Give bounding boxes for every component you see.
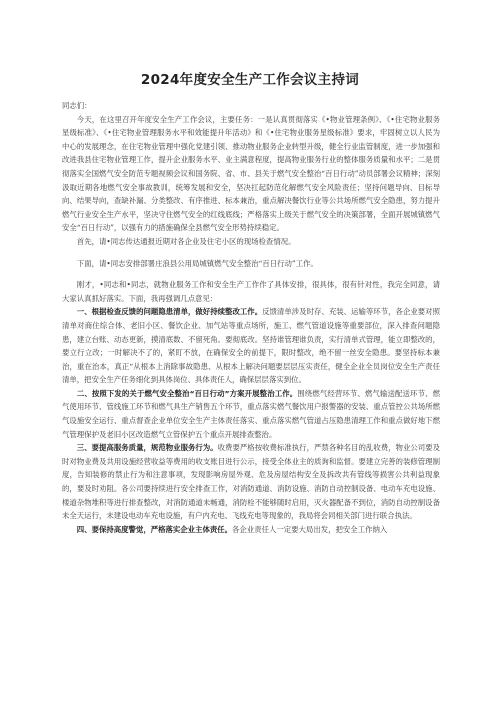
section-1-heading: 一、根据检查反馈的问题隐患清单，做好持续整改工作。 bbox=[76, 307, 263, 317]
paragraph-2: 首先，请•同志传达通报近期对各企业及住宅小区的现场检查情况。 bbox=[76, 236, 296, 246]
section-3 bbox=[62, 441, 440, 523]
greeting: 同志们： bbox=[62, 101, 92, 110]
paragraph-3: 下面，请•同志安排部署庄浪县公用局城镇燃气安全整治“百日行动”工作。 bbox=[76, 258, 318, 268]
section-4-text: 各企业责任人一定要大局出发，把安全工作纳入 bbox=[232, 524, 388, 534]
section-2-heading: 二、按照下发的关于燃气安全整治“百日行动”方案开展整治工作。 bbox=[76, 388, 298, 398]
section-1 bbox=[62, 305, 440, 387]
section-3-text: 收费要严格按收费标准执行，严禁各种名目的乱收费，物业公司要及时对物业费及共用设施经营收益等费用的收支账目进行公示，接受全体业主的质询和监督。要建立完善的装修管理制度，告知装修的禁止行为和注意事项，发现影响房屋外观、危及房屋结构安全及拆改共有管线等损害公共利益现象的，要及时劝阻。各公司要持续进行安全排查工作，对消防通道、消防设施、消防自动控制设备、电动车充电设施、楼道杂物堆积等进行排查整改，对消防通道未畅通，消防栓不能够随时启用，灭火器配备不到位，消防自动控制设备未全天运行，未建设电动车充电设施，有户内充电、飞线充电等现象的，我局将会同相关部门进行联合执法。 bbox=[62, 443, 440, 521]
section-2-text: 围绕燃气经营环节、燃气输送配送环节、燃气使用环节、管线施工环节和燃气具生产销售五个环节，重点落实燃气餐饮用户报警器的安装、重点管控公共场所燃气设施安全运行、重点督查企业单位安全生产主体责任落实、重点落实燃气管道占压隐患清理工作和重点做好地下燃气管理保护及老旧小区改造燃气立管保护五个重点开展排查整治。 bbox=[62, 388, 440, 439]
section-4-heading: 四、要保持高度警觉，严格落实企业主体责任。 bbox=[76, 524, 233, 534]
section-3-heading: 三、要提高服务质量，规范物业服务行为。 bbox=[76, 443, 218, 453]
section-2 bbox=[62, 387, 440, 441]
paragraph-1: 今天，在这里召开年度安全生产工作会议，主要任务：一是认真贯彻落实《•物业管理条例》、《•住宅物业服务星级标准》、《•住宅物业管理服务水平和效能提升年活动》和《•住宅物业服务星级标准》要求，牢固树立以人民为中心的发展理念，在住宅物业管理中强化党建引领、推动物业服务企业转型升级，健全行业监管制度，进一步加强和改进我县住宅物业管理工作，提升企业服务水平、业主满意程度，提高物业服务行业的整体服务质量和水平；二是贯彻落实全国燃气安全防范专题视频会议和国务院、省、市、县关于燃气安全整治“百日行动”动员部署会议精神；深刻汲取近期各地燃气安全事故教训，统筹发展和安全，坚决扛起防范化解燃气安全风险责任；坚持问题导向、目标导向、结果导向，查缺补漏、分类整改、有序推进、标本兼治，重点解决餐饮行业等公共场所燃气安全隐患，努力提升燃气行业安全生产水平，坚决守住燃气安全的红线底线；严格落实上级关于燃气安全的决策部署，全面开展城镇燃气安全“百日行动”，以强有力的措施确保全县燃气安全形势持续稳定。 bbox=[62, 114, 440, 233]
paragraph-4: 刚才，•同志和•同志，就物业服务工作和安全生产工作作了具体安排，很具体，很有针对性，我完全同意，请大家认真抓好落实。下面，我再强调几点意见： bbox=[62, 280, 440, 303]
document-body bbox=[62, 99, 440, 536]
page-title: 2024年度安全生产工作会议主持词 bbox=[140, 72, 360, 88]
section-1-text: 反馈清单涉及时存、充装、运输等环节，各企业要对照清单对商住综合体、老旧小区、餐饮企业、加气站等重点场所，施工、燃气管道设施等重要部位，深入排查问题隐患，建立台账、动态更新，摸清底数、不留死角。要彻底改。坚持谁管理谁负责，实行清单式管理，能立即整改的，要立行立改；一时解决不了的，紧盯不放，在确保安全的前提下，限时整改，绝不留一丝安全隐患。要坚持标本兼治，重在治本，真正“从根本上消除事故隐患、从根本上解决问题要层层压实责任，健全企业全员岗位安全生产责任清单，把安全生产任务细化到具体岗位、具体责任人，确保层层落实到位。 bbox=[62, 307, 440, 385]
section-4 bbox=[62, 523, 440, 537]
